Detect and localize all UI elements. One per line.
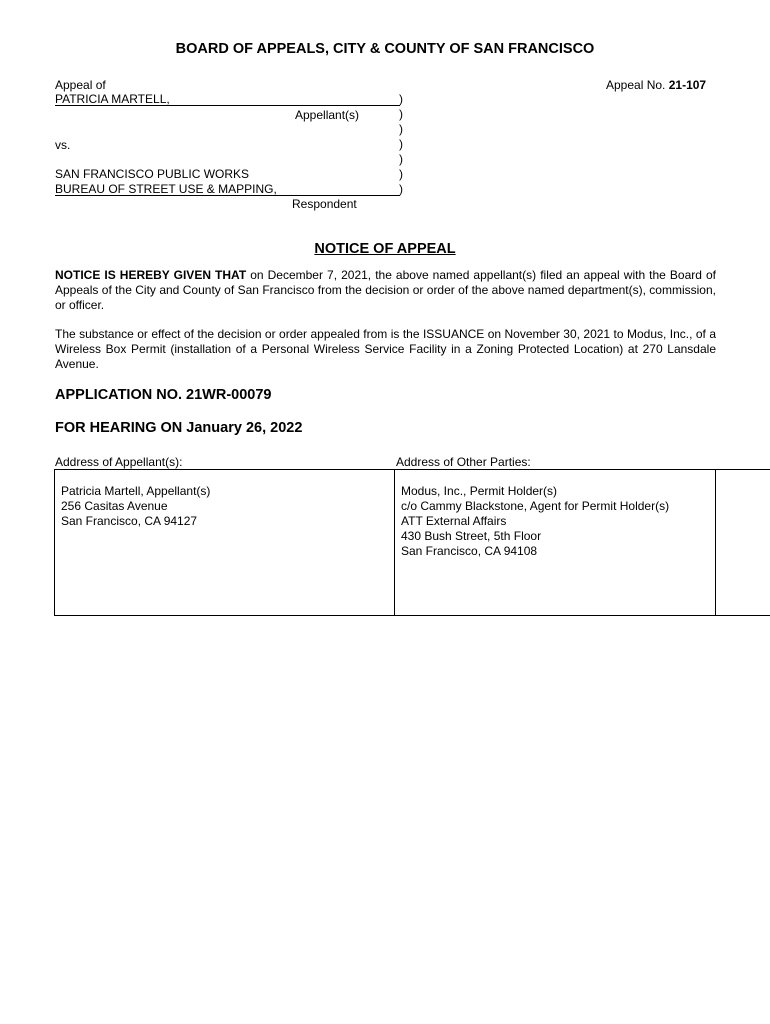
- other-party-address-line: ATT External Affairs: [401, 514, 507, 528]
- other-party-address-line: 430 Bush Street, 5th Floor: [401, 529, 542, 543]
- notice-lead: NOTICE IS HEREBY GIVEN THAT: [55, 268, 247, 282]
- hearing-date: FOR HEARING ON January 26, 2022: [55, 420, 303, 436]
- notice-title: NOTICE OF APPEAL: [314, 241, 456, 257]
- other-party-address-line: San Francisco, CA 94108: [401, 544, 538, 558]
- appeal-of-label: Appeal of: [55, 78, 106, 92]
- respondent-line-2: BUREAU OF STREET USE & MAPPING,: [55, 182, 277, 196]
- page-title: BOARD OF APPEALS, CITY & COUNTY OF SAN FRANCISCO: [175, 41, 595, 57]
- respondent-line-1: SAN FRANCISCO PUBLIC WORKS: [55, 167, 250, 181]
- address-row: [55, 470, 770, 616]
- other-party-address-line: c/o Cammy Blackstone, Agent for Permit Holder(s): [401, 499, 670, 513]
- respondent-underline: [55, 195, 400, 196]
- address-table: [54, 469, 770, 616]
- respondent-role: Respondent: [292, 197, 357, 211]
- appellant-address-line: Patricia Martell, Appellant(s): [61, 484, 211, 498]
- extra-address-cell: [716, 470, 770, 616]
- caption-paren: ): [399, 137, 403, 151]
- appellant-address-cell: [55, 470, 395, 616]
- caption-paren: ): [399, 107, 403, 121]
- appellant-address-header: Address of Appellant(s):: [55, 455, 183, 469]
- appellant-role: Appellant(s): [295, 108, 360, 122]
- appeal-number-label: Appeal No.: [606, 78, 666, 92]
- caption-paren: ): [399, 122, 403, 136]
- caption-paren: ): [399, 167, 403, 181]
- appellant-address-line: San Francisco, CA 94127: [61, 514, 198, 528]
- caption-paren: ): [399, 182, 403, 196]
- other-parties-header: Address of Other Parties:: [396, 455, 531, 469]
- appellant-name: PATRICIA MARTELL,: [55, 92, 170, 106]
- appeal-number: [606, 78, 706, 93]
- notice-paragraph-1: [55, 268, 716, 313]
- caption-paren: ): [399, 152, 403, 166]
- appeal-number-value: 21-107: [668, 78, 707, 92]
- versus-label: vs.: [55, 138, 71, 152]
- appellant-address-line: 256 Casitas Avenue: [61, 499, 168, 513]
- caption-paren: ): [399, 92, 403, 106]
- appellant-underline: [55, 105, 400, 106]
- notice-paragraph-1-text: on December 7, 2021, the above named appellant(s) filed an appeal with the Board of Appeals of the City and County of San Francisco from the decision or order of the above named department(s), commission, or officer.: [55, 268, 717, 312]
- other-parties-address-cell: [395, 470, 716, 616]
- notice-paragraph-2: The substance or effect of the decision or order appealed from is the ISSUANCE on November 30, 2021 to Modus, Inc., of a Wireless Box Permit (installation of a Personal Wireless Service Facility in a Zoning Protected Location) at 270 Lansdale Avenue.: [55, 327, 716, 371]
- application-number: APPLICATION NO. 21WR-00079: [55, 387, 272, 403]
- other-party-address-line: Modus, Inc., Permit Holder(s): [401, 484, 558, 498]
